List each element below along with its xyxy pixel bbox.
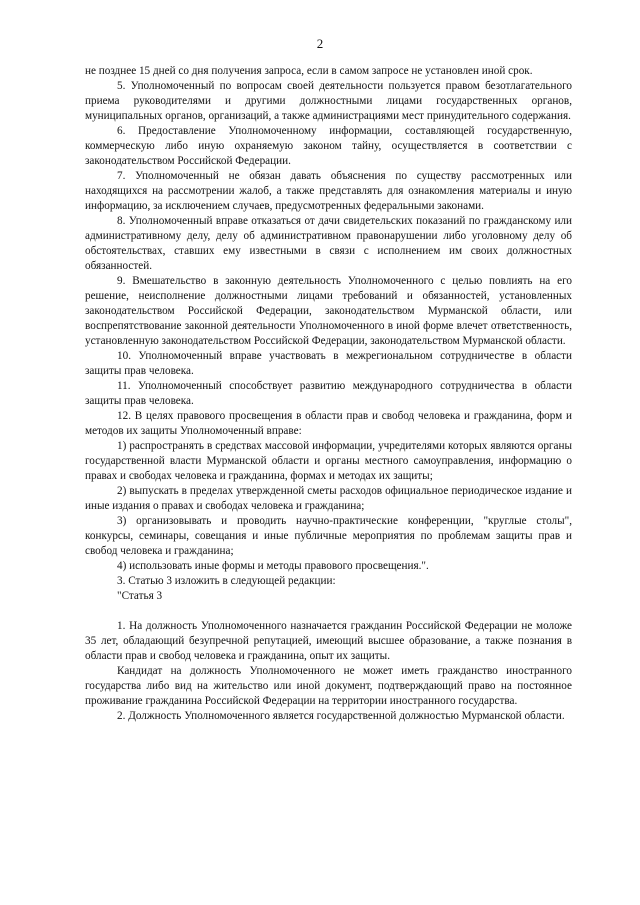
paragraph-item-8: 8. Уполномоченный вправе отказаться от дачи свидетельских показаний по гражданскому или административному делу, делу об административном правонарушении либо уголовному делу об обстоятельствах, ставших ему известными в связи с исполнением им своих должностных обязанностей. (85, 215, 572, 272)
paragraph-item-12: 12. В целях правового просвещения в области прав и свобод человека и гражданина, форм и методов их защиты Уполномоченный вправе: (85, 410, 572, 437)
paragraph-item-6: 6. Предоставление Уполномоченному информации, составляющей государственную, коммерческую либо иную охраняемую законом тайну, осуществляется в соответствии с законодательством Российской Федерации. (85, 125, 572, 167)
article-clause-1: 1. На должность Уполномоченного назначается гражданин Российской Федерации не моложе 35 лет, обладающий безупречной репутацией, имеющий высшее образование, а также познания в области прав и свобод человека и гражданина, опыт их защиты. (85, 620, 572, 662)
article-clause-2: 2. Должность Уполномоченного является государственной должностью Мурманской области. (117, 710, 565, 722)
article-heading: "Статья 3 (117, 590, 163, 602)
paragraph-item-10: 10. Уполномоченный вправе участвовать в межрегиональном сотрудничестве в области защиты прав человека. (85, 350, 572, 377)
subitem-3: 3) организовывать и проводить научно-практические конференции, "круглые столы", конкурсы, семинары, совещания и иные публичные мероприятия по проблемам защиты прав и свобод человека и гражданина; (85, 515, 572, 557)
amendment-instruction: 3. Статью 3 изложить в следующей редакции: (117, 575, 336, 587)
paragraph-item-7: 7. Уполномоченный не обязан давать объяснения по существу рассмотренных или находящихся на рассмотрении жалоб, а также представлять для ознакомления материалы и иную информацию, за исключением случаев, предусмотренных федеральными законами. (85, 170, 572, 212)
subitem-2: 2) выпускать в пределах утвержденной сметы расходов официальное периодическое издание и иные издания о правах и свободах человека и гражданина; (85, 485, 572, 512)
document-body (85, 64, 572, 724)
article-clause-1-candidate: Кандидат на должность Уполномоченного не может иметь гражданство иностранного государства либо вид на жительство или иной документ, подтверждающий право на постоянное проживание гражданина Российской Федерации на территории иностранного государства. (85, 665, 572, 707)
paragraph-item-9: 9. Вмешательство в законную деятельность Уполномоченного с целью повлиять на его решение, неисполнение должностными лицами требований и обязанностей, установленных законодательством Российской Федерации, законодательством Мурманской области, или воспрепятствование законной деятельности Уполномоченного в иной форме влечет ответственность, установленную законодательством Российской Федерации, законодательством Мурманской области. (85, 275, 572, 347)
paragraph-item-5: 5. Уполномоченный по вопросам своей деятельности пользуется правом безотлагательного приема руководителями и другими должностными лицами государственных органов, муниципальных органов, организаций, а также администрациями мест принудительного содержания. (85, 80, 572, 122)
page-number: 2 (316, 36, 324, 51)
paragraph-item-11: 11. Уполномоченный способствует развитию международного сотрудничества в области защиты прав человека. (85, 380, 572, 407)
paragraph-continuation: не позднее 15 дней со дня получения запроса, если в самом запросе не установлен иной срок. (85, 65, 533, 77)
subitem-4: 4) использовать иные формы и методы правового просвещения.". (117, 560, 429, 572)
subitem-1: 1) распространять в средствах массовой информации, учредителями которых являются органы государственной власти Мурманской области и органы местного самоуправления, информацию о правах и свободах человека и гражданина, формах и методах их защиты; (85, 440, 572, 482)
